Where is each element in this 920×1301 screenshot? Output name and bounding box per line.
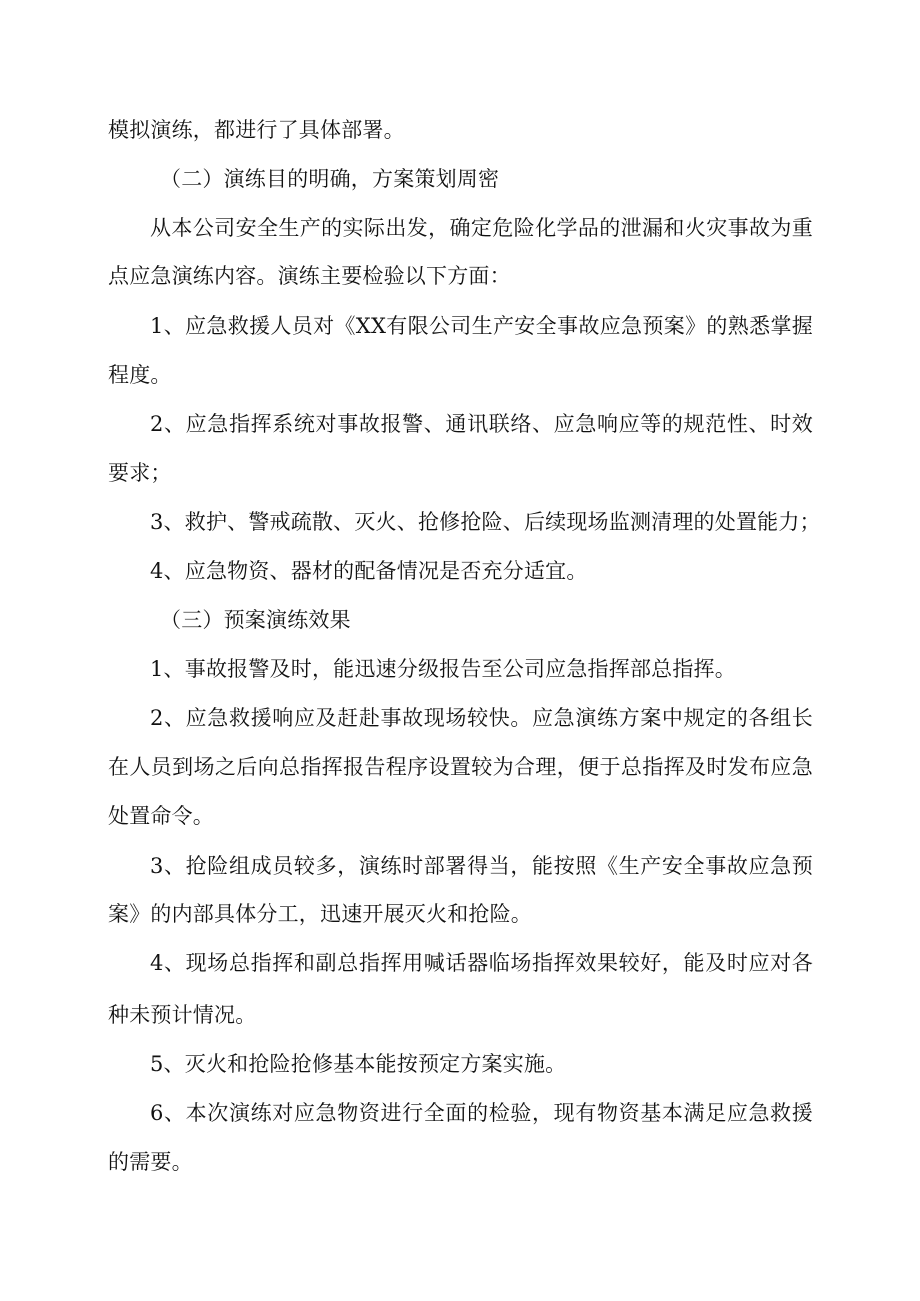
list-item-2-line-2: 要求；: [108, 461, 172, 485]
effect-item-5: 5、灭火和抢险抢修基本能按预定方案实施。: [150, 1052, 567, 1076]
list-item-1-line-2: 程度。: [108, 363, 172, 387]
text-line-3: 从本公司安全生产的实际出发，确定危险化学品的泄漏和火灾事故为重: [150, 216, 813, 240]
effect-item-1: 1、事故报警及时，能迅速分级报告至公司应急指挥部总指挥。: [150, 657, 736, 681]
effect-item-3-line-2: 案》的内部具体分工，迅速开展灭火和抢险。: [108, 902, 532, 926]
effect-item-2-line-2: 在人员到场之后向总指挥报告程序设置较为合理，便于总指挥及时发布应急: [108, 755, 813, 779]
effect-item-4-line-1: 4、现场总指挥和副总指挥用喊话器临场指挥效果较好，能及时应对各: [150, 951, 813, 975]
list-item-3: 3、救护、警戒疏散、灭火、抢修抢险、后续现场监测清理的处置能力；: [150, 510, 821, 534]
list-item-1-line-1: 1、应急救援人员对《XX有限公司生产安全事故应急预案》的熟悉掌握: [150, 314, 813, 338]
text-line-4: 点应急演练内容。演练主要检验以下方面：: [108, 264, 511, 288]
effect-item-6-line-2: 的需要。: [108, 1150, 193, 1174]
text-line-1: 模拟演练，都进行了具体部署。: [108, 118, 405, 142]
effect-item-4-line-2: 种未预计情况。: [108, 1003, 257, 1027]
list-item-2-line-1: 2、应急指挥系统对事故报警、通讯联络、应急响应等的规范性、时效: [150, 412, 813, 436]
effect-item-2-line-3: 处置命令。: [108, 804, 214, 828]
section-heading-3: （三）预案演练效果: [160, 608, 351, 632]
effect-item-3-line-1: 3、抢险组成员较多，演练时部署得当，能按照《生产安全事故应急预: [150, 854, 813, 878]
effect-item-6-line-1: 6、本次演练对应急物资进行全面的检验，现有物资基本满足应急救援: [150, 1101, 813, 1125]
section-heading-2: （二）演练目的明确，方案策划周密: [160, 167, 500, 191]
list-item-4: 4、应急物资、器材的配备情况是否充分适宜。: [150, 559, 588, 583]
effect-item-2-line-1: 2、应急救援响应及赶赴事故现场较快。应急演练方案中规定的各组长: [150, 706, 813, 730]
